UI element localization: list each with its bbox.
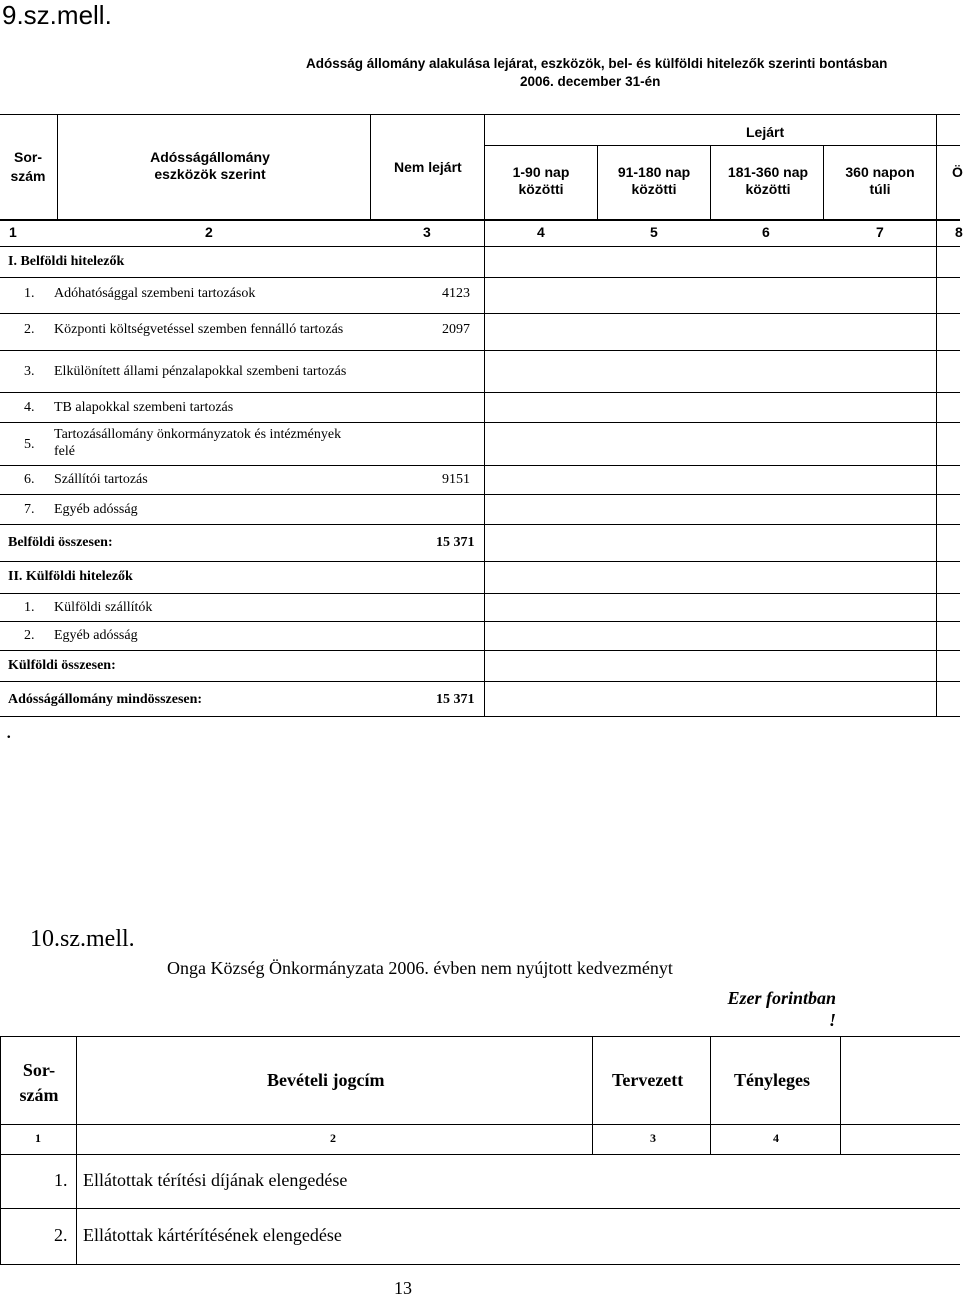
section-kulfoldi: II. Külföldi hitelezők — [8, 569, 133, 584]
belfoldi-total-value: 15 371 — [436, 535, 475, 550]
row-number: 7. — [24, 502, 35, 517]
row-number: 5. — [24, 437, 35, 452]
annex-label-9: 9.sz.mell. — [2, 0, 112, 30]
row-value: 4123 — [442, 286, 470, 301]
colnum-5: 5 — [650, 224, 658, 240]
header-adossagallomany: Adósságállomány eszközök szerint — [150, 149, 270, 182]
colnum-8: 8 — [955, 224, 963, 240]
colnum-4: 4 — [537, 224, 545, 240]
colnum2-4: 4 — [773, 1131, 779, 1145]
colnum-2: 2 — [205, 224, 213, 240]
grand-total-value: 15 371 — [436, 692, 475, 707]
trailing-dot: . — [6, 718, 12, 743]
header2-jogcim: Bevételi jogcím — [267, 1070, 385, 1090]
colnum2-2: 2 — [330, 1131, 336, 1145]
row-number: 1. — [24, 600, 35, 615]
section-belfoldi: I. Belföldi hitelezők — [8, 254, 125, 269]
header-sorszam: Sor- szám — [10, 149, 46, 184]
row-label: Központi költségvetéssel szemben fennálló tartozás — [54, 322, 344, 337]
header2-tenyleges: Tényleges — [734, 1070, 810, 1090]
page-number: 13 — [394, 1278, 412, 1298]
row-number: 2. — [24, 322, 35, 337]
row-number: 2. — [54, 1225, 68, 1245]
header-91-180: 91-180 nap közötti — [617, 164, 691, 197]
row-number: 3. — [24, 364, 35, 379]
header-1-90: 1-90 nap közötti — [512, 164, 570, 197]
table-title-line2: 2006. december 31-én — [520, 74, 661, 89]
row-label: Ellátottak kártérítésének elengedése — [83, 1225, 342, 1245]
header2-tervezett: Tervezett — [612, 1070, 684, 1090]
unit-note: Ezer forintban ! — [727, 988, 836, 1030]
row-label: TB alapokkal szembeni tartozás — [54, 400, 234, 415]
header-osszesen-cut: Ö — [952, 164, 963, 180]
header-181-360: 181-360 nap közötti — [727, 164, 809, 197]
row-label: Egyéb adósság — [54, 628, 138, 643]
row-number: 2. — [24, 628, 35, 643]
grand-total-label: Adósságállomány mindösszesen: — [8, 692, 203, 707]
colnum2-3: 3 — [650, 1131, 656, 1145]
row-label: Külföldi szállítók — [54, 600, 153, 615]
row-label: Ellátottak térítési díjának elengedése — [83, 1170, 348, 1190]
row-value: 9151 — [442, 472, 470, 487]
colnum-3: 3 — [423, 224, 431, 240]
belfoldi-total-label: Belföldi összesen: — [8, 535, 113, 550]
colnum-6: 6 — [762, 224, 770, 240]
row-number: 6. — [24, 472, 35, 487]
page2-title: Onga Község Önkormányzata 2006. évben nem nyújtott kedvezményt — [167, 958, 673, 978]
kulfoldi-total-label: Külföldi összesen: — [8, 658, 116, 673]
row-value: 2097 — [442, 322, 470, 337]
colnum-1: 1 — [9, 224, 17, 240]
header-lejart: Lejárt — [746, 124, 785, 140]
header-360: 360 napon túli — [845, 164, 915, 197]
header-nem-lejart: Nem lejárt — [394, 159, 462, 175]
header2-sorszam: Sor- szám — [19, 1060, 59, 1105]
row-label: Elkülönített állami pénzalapokkal szembeni tartozás — [54, 364, 347, 379]
row-number: 1. — [54, 1170, 68, 1190]
colnum-7: 7 — [876, 224, 884, 240]
annex-label-10: 10.sz.mell. — [30, 926, 135, 952]
row-number: 1. — [24, 286, 35, 301]
row-label: Szállítói tartozás — [54, 472, 148, 487]
row-label: Tartozásállomány önkormányzatok és intézmények felé — [54, 427, 342, 459]
row-label: Egyéb adósság — [54, 502, 138, 517]
row-number: 4. — [24, 400, 35, 415]
row-label: Adóhatósággal szembeni tartozások — [54, 286, 256, 301]
table-title-line1: Adósság állomány alakulása lejárat, eszközök, bel- és külföldi hitelezők szerinti bontásban — [306, 56, 888, 71]
colnum2-1: 1 — [35, 1131, 41, 1145]
